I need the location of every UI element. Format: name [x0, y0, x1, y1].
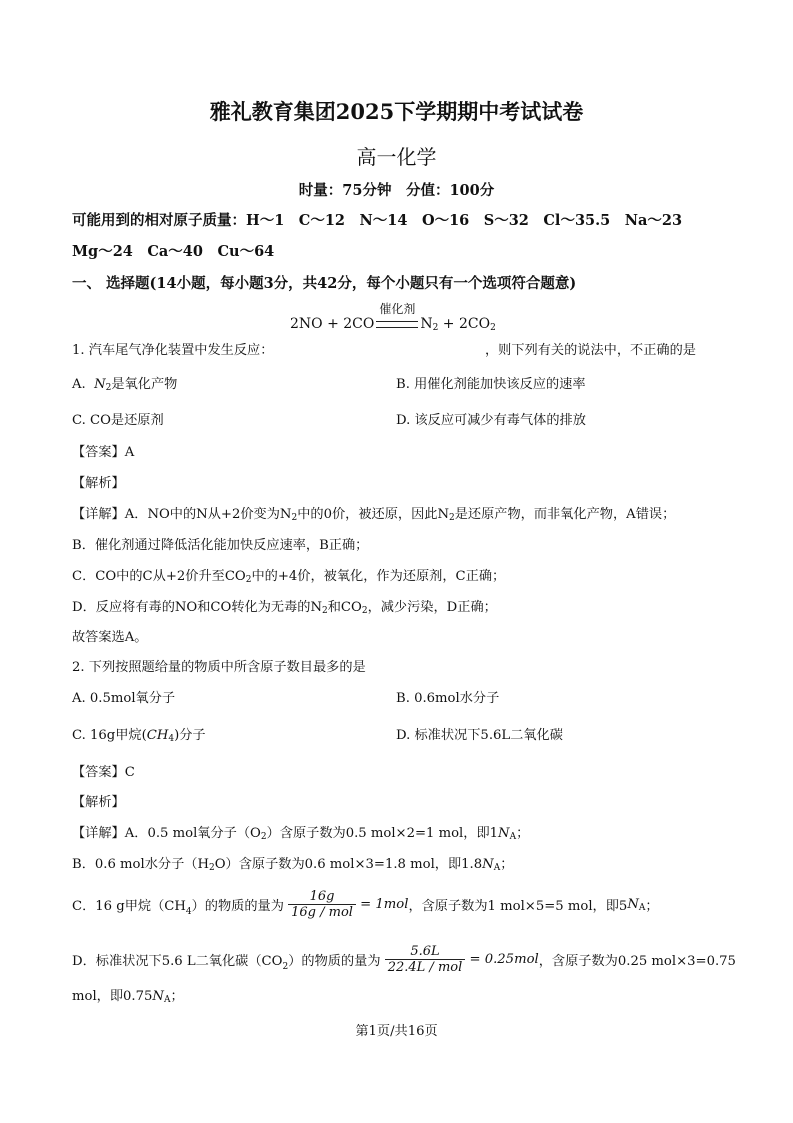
q2-option-d: D. 标准状况下5.6L二氧化碳 [396, 728, 563, 743]
q1-stem-suffix: ，则下列有关的说法中，不正确的是 [485, 343, 696, 358]
page-number: 第1页/共16页 [355, 1024, 438, 1039]
q2-option-c: C. 16g甲烷$(CH_4)$分子 [72, 728, 206, 744]
q1-analysis: 【解析】 [72, 476, 125, 491]
q2-detail-c: C．16 g甲烷$(CH_4)$的物质的量为 $\frac{16g}{\text{16g / mol}}$ = 1mol，含原子数为1 mol×5=5 mol，即$5N_A$； [72, 889, 659, 920]
q2-stem: 2. 下列按照题给量的物质中所含原子数目最多的是 [72, 660, 366, 675]
q1-detail-d: D．反应将有毒的NO和CO转化为无毒的$N_2$和$CO_2$，减少污染，D正确； [72, 600, 497, 616]
exam-title: 雅礼教育集团2025下学期期中考试试卷 [209, 99, 584, 124]
subject-title: 高一化学 [356, 145, 437, 169]
q2-answer: 【答案】C [72, 765, 135, 780]
q2-analysis: 【解析】 [72, 795, 125, 810]
q2-option-a: A. 0.5mol氧分子 [72, 691, 176, 706]
q2-option-b: B. 0.6mol水分子 [396, 691, 500, 706]
q1-answer: 【答案】A [72, 445, 135, 460]
section-heading: 一、 选择题(14小题，每小题3分，共42分，每个小题只有一个选项符合题意) [72, 275, 577, 292]
q1-option-d: D. 该反应可减少有毒气体的排放 [396, 413, 586, 428]
q2-detail-d: D．标准状况下5.6 L二氧化碳$(CO_2)$的物质的量为 $\frac{5.6L}{\text{22.4L / mol}}$ = 0.25mol，含原子数为0.25 mol×3=0.75 [72, 944, 736, 975]
fraction-methane: $\frac{16g}{\text{16g / mol}}$ [288, 889, 356, 920]
q1-option-a: A. $N_2$是氧化产物 [72, 377, 178, 393]
q1-equation: 2NO + 2CO 催化剂 $N_2 + 2CO_2$ [290, 302, 496, 333]
q2-detail-a: 【详解】A．0.5 mol氧分子$(O_2)$含原子数为0.5 mol×2=1 mol，即$1N_A$； [72, 826, 530, 842]
time-score: 时量：75分钟 分值：100分 [298, 182, 495, 199]
q1-conclusion: 故答案选A。 [72, 630, 148, 645]
fraction-co2: $\frac{5.6L}{\text{22.4L / mol}}$ [385, 944, 466, 975]
atomic-masses-line2: Mg～24 Ca～40 Cu～64 [72, 243, 275, 260]
q1-stem-prefix: 1. 汽车尾气净化装置中发生反应： [72, 343, 274, 358]
q1-detail-c: C．CO中的C从+2价升至$CO_2$中的+4价，被氧化，作为还原剂，C正确； [72, 569, 506, 585]
q1-detail-a: 【详解】A．NO中的N从+2价变为$N_2$中的0价，被还原，因此$N_2$是还原产物，而非氧化产物，A错误； [72, 507, 676, 523]
equilibrium-bars [376, 321, 418, 328]
q1-option-c: C. CO是还原剂 [72, 413, 164, 428]
q1-detail-b: B．催化剂通过降低活化能加快反应速率，B正确； [72, 538, 369, 553]
atomic-masses-line1: 可能用到的相对原子质量：H～1 C～12 N～14 O～16 S～32 Cl～35.5 Na～23 [72, 212, 683, 229]
q2-detail-b: B．0.6 mol水分子$(H_2O)$含原子数为0.6 mol×3=1.8 mol，即$1.8N_A$； [72, 857, 514, 873]
q1-option-b: B. 用催化剂能加快该反应的速率 [396, 377, 586, 392]
q2-detail-d-cont: mol，即$0.75N_A$； [72, 989, 184, 1005]
catalyst-label: 催化剂 [379, 302, 416, 316]
